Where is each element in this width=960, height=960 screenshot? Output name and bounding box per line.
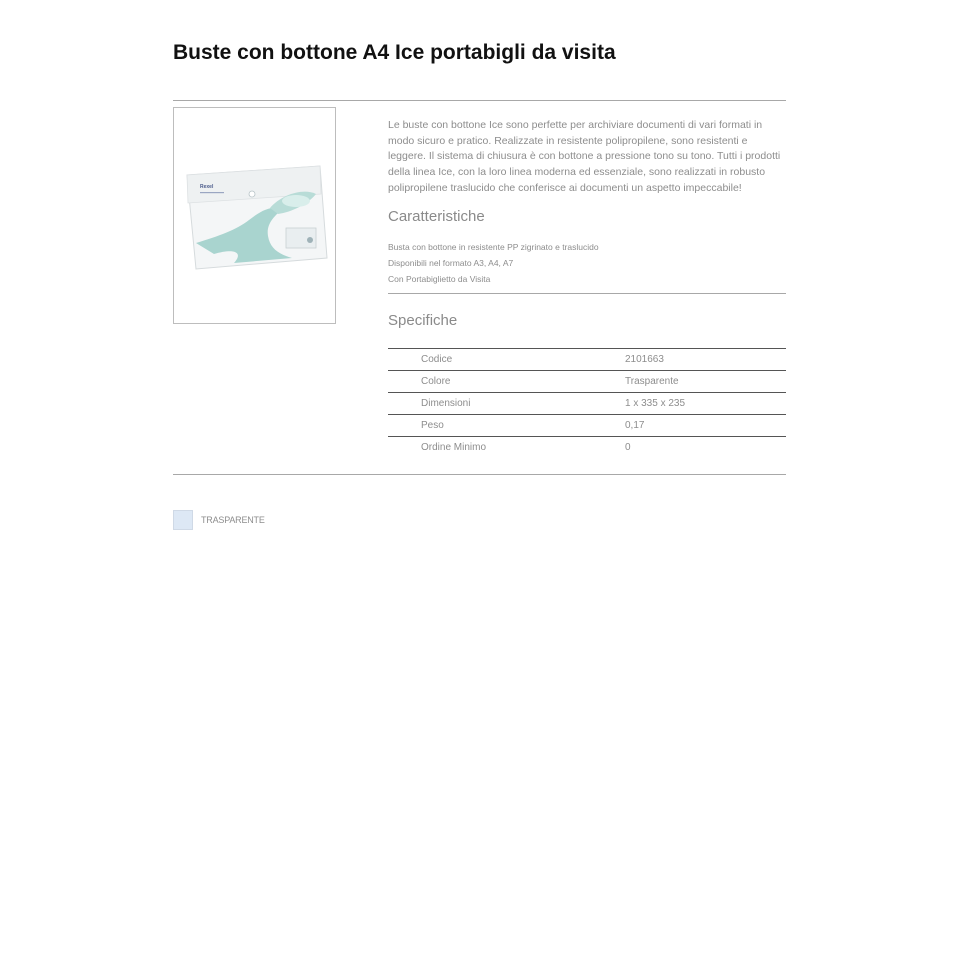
product-description: Le buste con bottone Ice sono perfette per archiviare documenti di vari formati in modo sicuro e pratico. Realizzate in resistente polipropilene, sono resistenti e leggere. Il sistema di chiusura è con bottone a pressione tono su tono. Tutti i prodotti della linea Ice, con la loro linea moderna ed essenziale, sono realizzati in robusto polipropilene traslucido che conferisce ai documenti un aspetto impeccabile!: [388, 119, 781, 194]
brand-logo: Rexel: [200, 184, 214, 190]
spec-value: 1 x 335 x 235: [625, 393, 786, 415]
table-row: [388, 393, 786, 415]
page-title: Buste con bottone A4 Ice portabigli da visita: [173, 41, 616, 64]
feature-item: Disponibili nel formato A3, A4, A7: [388, 258, 514, 268]
table-row: [388, 349, 786, 371]
spec-label: Ordine Minimo: [388, 437, 625, 459]
product-photo: [173, 107, 336, 324]
divider-bottom: [173, 474, 786, 475]
specs-table: [388, 348, 786, 458]
feature-item: Busta con bottone in resistente PP zigrinato e traslucido: [388, 242, 599, 252]
envelope-image: [174, 108, 337, 325]
spec-value: 0: [625, 437, 786, 459]
table-row: [388, 437, 786, 459]
table-row: [388, 415, 786, 437]
color-swatch-label: TRASPARENTE: [201, 515, 265, 525]
divider-features: [388, 293, 786, 294]
features-heading: Caratteristiche: [388, 208, 485, 225]
divider-top: [173, 100, 786, 101]
specs-heading: Specifiche: [388, 312, 458, 329]
spec-value: 2101663: [625, 349, 786, 371]
spec-value: 0,17: [625, 415, 786, 437]
spec-label: Colore: [388, 371, 625, 393]
feature-item: Con Portabiglietto da Visita: [388, 274, 491, 284]
spec-value: Trasparente: [625, 371, 786, 393]
spec-label: Peso: [388, 415, 625, 437]
features-list: [388, 239, 599, 287]
spec-label: Codice: [388, 349, 625, 371]
color-swatch[interactable]: [173, 510, 193, 530]
table-row: [388, 371, 786, 393]
spec-label: Dimensioni: [388, 393, 625, 415]
